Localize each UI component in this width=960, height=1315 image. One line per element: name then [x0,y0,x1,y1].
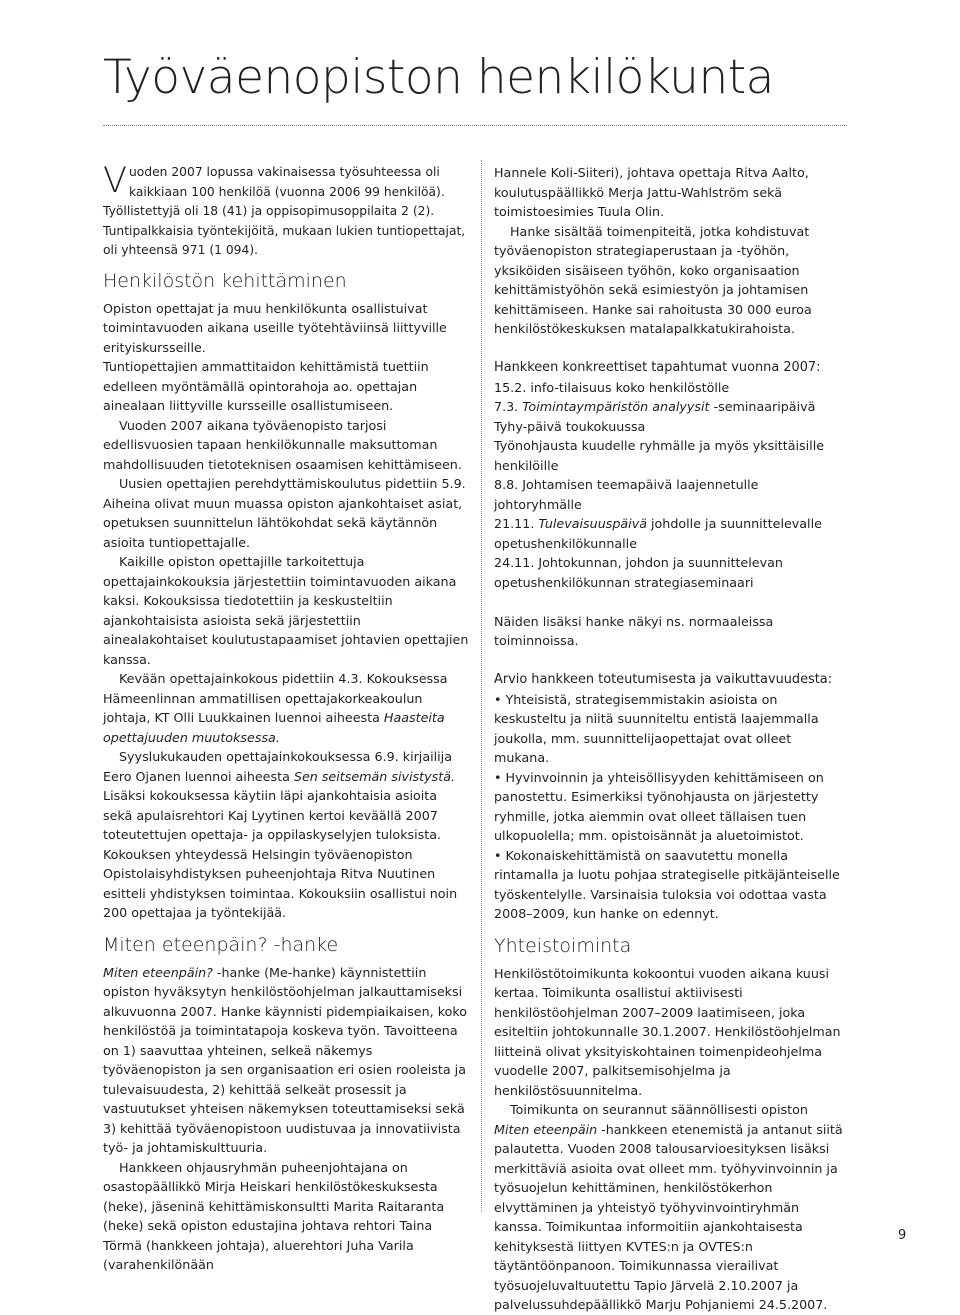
event-item: Työnohjausta kuudelle ryhmälle ja myös yksittäisille henkilöille [494,438,825,473]
event-item: 8.8. Johtamisen teemapäivä laajennetulle johtoryhmälle [494,477,759,512]
body-paragraph: Tuntiopettajien ammattitaidon kehittämistä tuettiin edelleen myöntämällä opintorahoja ao. opettajan ainealaan liittyville kursseille osallistumiseen. [103,359,429,413]
italic-title: Toimintaympäristön analyysit [522,399,710,414]
heading-evaluation: Arvio hankkeen toteutumisesta ja vaikuttavuudesta: [494,672,833,687]
title-divider [103,125,847,126]
italic-title: Tulevaisuuspäivä [538,516,647,531]
drop-cap: V [103,161,127,201]
body-paragraph [494,1100,846,1315]
text-run: 21.11. [494,516,539,531]
heading-events: Hankkeen konkreettiset tapahtumat vuonna 2007: [494,360,821,375]
intro-text-1: uoden 2007 lopussa vakinaisessa työsuhteessa oli kaikkiaan 100 henkilöä (vuonna 2006 99 henkilöä). [128,165,445,199]
intro-text-2: Työllistettyjä oli 18 (41) ja oppisopimusoppilaita 2 (2). Tuntipalkkaisia työntekijöitä, mukaan lukien tuntiopettajat, oli yhteensä 971 (1 094). [103,204,466,257]
intro-paragraph [103,163,469,261]
italic-title: Miten eteenpäin [494,1121,598,1137]
body-paragraph: Uusien opettajien perehdyttämiskoulutus pidettiin 5.9. Aiheina olivat muun muassa opiston ajankohtaiset asiat, opetuksen suunnittelun lähtökohdat sekä käytännön asioita tuntiopettajalle. [103,476,466,550]
heading-project: Miten eteenpäin? -hanke [103,933,339,956]
text-run: Kevään opettajainkokous pidettiin 4.3. Kokouksessa Hämeenlinnan ammatillisen opettajakorkeakoulun johtaja, KT Olli Luukkainen luennoi aiheesta [103,671,448,725]
italic-title: Sen seitsemän sivistystä. [293,768,456,784]
heading-development: Henkilöstön kehittäminen [103,269,347,292]
page-number: 9 [898,1228,907,1243]
text-run: Toimikunta on seurannut säännöllisesti opiston [510,1102,808,1117]
body-paragraph: Näiden lisäksi hanke näkyi ns. normaaleissa toiminnoissa. [494,613,774,648]
body-paragraph: Hannele Koli-Siiteri), johtava opettaja Ritva Aalto, koulutuspäällikkö Merja Jattu-Wahlström sekä toimistoesimies Tuula Olin. [494,165,809,219]
right-column [494,163,846,1315]
event-item: 15.2. info-tilaisuus koko henkilöstölle [494,379,730,395]
body-paragraph [103,963,469,1158]
text-run: Syyslukukauden opettajainkokouksessa 6.9. kirjailija Eero Ojanen luennoi aiheesta [103,749,452,784]
bullet-item: • Hyvinvoinnin ja yhteisöllisyyden kehittämiseen on panostettu. Esimerkiksi työnohjausta on järjestetty ryhmille, jotka aiemmin ovat olleet tällaisen tuen ulkopuolella; mm. opistoisännät ja aluetoimistot. [494,769,824,843]
body-paragraph [103,669,469,747]
bullet-item: • Yhteisistä, strategisemmistakin asioista on keskusteltu ja niitä suunniteltu entistä laajemmalla joukolla, mm. suunnittelijaopettajat ovat olleet mukana. [494,691,819,765]
body-paragraph: Hanke sisältää toimenpiteitä, jotka kohdistuvat työväenopiston strategiaperustaan ja -työhön, yksiköiden sisäiseen työhön, koko organisaation kehittämistyöhön sekä esimiestyön ja johtamisen kehittämiseen. Hanke sai rahoitusta 30 000 euroa henkilöstökeskuksen matalapalkkatukirahoista. [494,223,812,336]
event-item: Tyhy-päivä toukokuussa [494,418,646,434]
text-run: -hanke (Me-hanke) käynnistettiin opiston hyväksytyn henkilöstöohjelman jalkauttamiseksi alkuvuonna 2007. Hanke käynnisti pidempiaikaisen, koko henkilöstöä ja toimintatapoja koskeva työn. Tavoitteena on 1) saavuttaa yhteinen, selkeä näkemys työväenopiston ja sen organisaation eri osien rooleista ja tulevaisuudesta, 2) kehittää selkeät prosessit ja vastuutukset yhteisen näkemyksen toteuttamiseksi sekä 3) kehittää työväenopistoon uudistuvaa ja innovatiivista työ- ja johtamiskulttuuria. [103,964,468,1155]
text-run: johdolle ja suunnittelevalle opetushenkilökunnalle [494,516,822,551]
heading-cooperation: Yhteistoiminta [494,934,632,957]
text-run: 7.3. [494,399,523,414]
event-item [494,397,846,417]
body-paragraph [103,747,469,923]
page-title: Työväenopiston henkilökunta [103,50,774,105]
event-item [494,514,846,553]
bullet-item: • Kokonaiskehittämistä on saavutettu monella rintamalla ja luotu pohjaa strategiselle pitkäjänteiselle työskentelylle. Varsinaisia tuloksia voi odottaa vasta 2008–2009, kun hanke on edennyt. [494,847,840,921]
event-item: 24.11. Johtokunnan, johdon ja suunnittelevan opetushenkilökunnan strategiaseminaari [494,555,783,590]
body-paragraph: Henkilöstötoimikunta kokoontui vuoden aikana kuusi kertaa. Toimikunta osallistui aktiivisesti henkilöstöohjelman 2007–2009 laatimiseen, joka esiteltiin johtokunnalle 30.1.2007. Henkilöstöohjelman liitteinä olivat yksityiskohtainen toimenpideohjelma vuodelle 2007, palkitsemisohjelma ja henkilöstösuunnitelma. [494,965,841,1098]
text-run: -seminaaripäivä [709,399,816,414]
italic-title: Miten eteenpäin? [103,964,213,980]
italic-title: Haasteita opettajuuden muutoksessa. [103,710,445,745]
body-paragraph: Vuoden 2007 aikana työväenopisto tarjosi edellisvuosien tapaan henkilökunnalle maksuttoman mahdollisuuden tietoteknisen osaamisen kehittämiseen. [103,417,462,472]
column-divider [481,160,482,1212]
body-paragraph: Kaikille opiston opettajille tarkoitettuja opettajainkokouksia järjestettiin toimintavuoden aikana kaksi. Kokouksissa tiedotettiin ja keskusteltiin ajankohtaisista asioista sekä järjestettiin ainealakohtaiset koulutustapaamiset johtavien opettajien kanssa. [103,554,469,667]
text-run: -hankkeen etenemistä ja antanut siitä palautetta. Vuoden 2008 talousarvioesityksen lisäksi merkittäviä asioita ovat olleet mm. työhyvinvoinnin ja työsuojelun kehittäminen, henkilöstökerhon elvyttäminen ja yhteistyö työhyvinvointiryhmän kanssa. Toimikuntaa informoitiin ajankohtaisesta kehityksestä liittyen KVTES:n ja OVTES:n täytäntöönpanoon. Toimikunnassa vierailivat työsuojeluvaltuutettu Tapio Järvelä 2.10.2007 ja palvelussuhdepäällikkö Marju Pohjaniemi 24.5.2007. [494,1121,843,1312]
body-paragraph: Opiston opettajat ja muu henkilökunta osallistuivat toimintavuoden aikana useille työtehtäviinsä liittyville erityiskursseille. [103,300,447,355]
text-run: Lisäksi kokouksessa käytiin läpi ajankohtaisia asioita sekä apulaisrehtori Kaj Lyytinen kertoi keväällä 2007 toteutettujen opettaja- ja oppilaskyselyjen tuloksista. Kokouksen yhteydessä Helsingin työväenopiston Opistolaisyhdistyksen puheenjohtaja Ritva Nuutinen esitteli yhdistyksen toimintaa. Kokouksiin osallistui noin 200 opettajaa ja työntekijää. [103,788,458,920]
left-column [103,163,469,1275]
body-paragraph: Hankkeen ohjausryhmän puheenjohtajana on osastopäällikkö Mirja Heiskari henkilöstökeskuksesta (heke), jäseninä kehittämiskonsultti Marita Raitaranta (heke) sekä opiston edustajina johtava rehtori Taina Törmä (hankkeen johtaja), aluerehtori Juha Varila (varahenkilönään [103,1159,445,1272]
